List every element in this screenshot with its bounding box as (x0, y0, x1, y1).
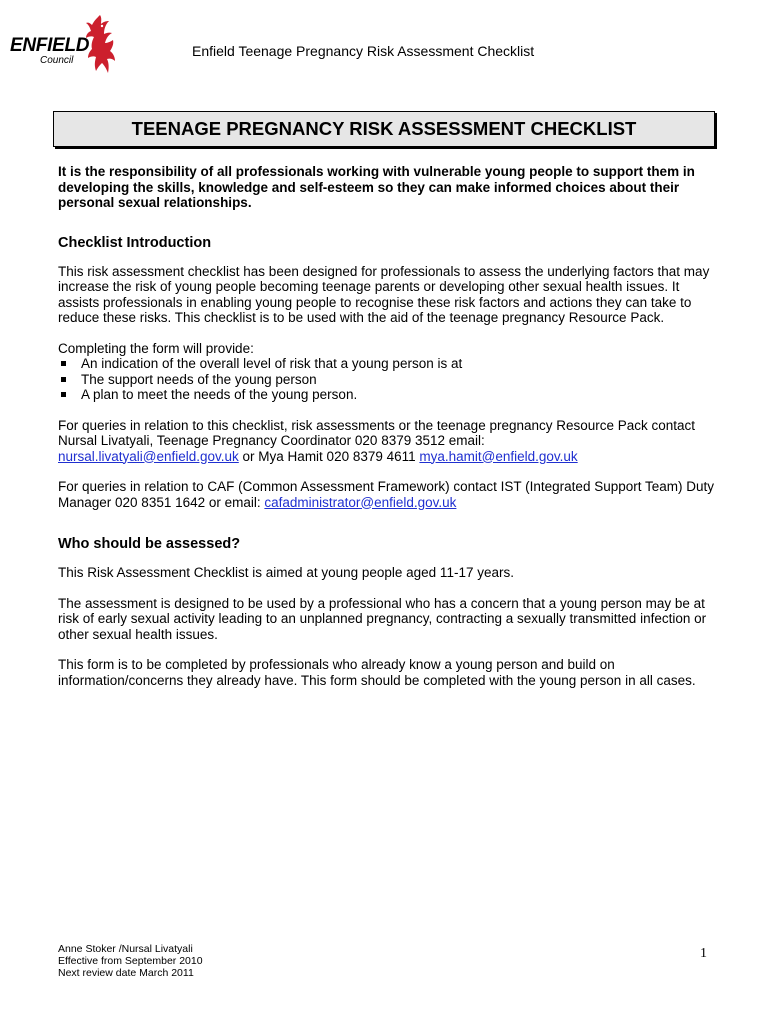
logo-subtitle: Council (40, 55, 74, 66)
document-title: TEENAGE PREGNANCY RISK ASSESSMENT CHECKLIST (131, 118, 637, 139)
dragon-icon (82, 13, 118, 75)
document-body (58, 164, 718, 703)
square-bullet-icon (61, 392, 66, 397)
page-header-title: Enfield Teenage Pregnancy Risk Assessment Checklist (192, 43, 535, 59)
provision-list (58, 356, 718, 403)
assessment-purpose-paragraph: The assessment is designed to be used by a professional who has a concern that a young person may be at risk of early sexual activity leading to an unplanned pregnancy, contracting a sexually transmitted infection or other sexual health issues. (58, 595, 707, 642)
enfield-council-logo (10, 13, 118, 77)
age-range-paragraph: This Risk Assessment Checklist is aimed at young people aged 11-17 years. (58, 565, 514, 580)
footer-review-date: Next review date March 2011 (58, 967, 194, 979)
list-item: An indication of the overall level of risk that a young person is at (58, 356, 718, 372)
intro-statement: It is the responsibility of all professionals working with vulnerable young people to support them in developing the skills, knowledge and self-esteem so they can make informed choices about their personal sexual relationships. (58, 164, 695, 210)
email-link-caf-administrator[interactable]: cafadministrator@enfield.gov.uk (264, 494, 457, 510)
list-intro: Completing the form will provide: (58, 340, 254, 356)
document-footer (58, 943, 203, 979)
email-link-nursal[interactable]: nursal.livatyali@enfield.gov.uk (58, 448, 239, 464)
list-item: The support needs of the young person (58, 372, 718, 388)
section-heading-checklist-introduction: Checklist Introduction (58, 234, 212, 251)
page-number: 1 (700, 946, 707, 961)
queries-paragraph-caf: For queries in relation to CAF (Common Assessment Framework) contact IST (Integrated Support Team) Duty Manager 020 8351 1642 or email: cafadministrator@enfield.gov.uk (58, 479, 715, 510)
footer-effective-date: Effective from September 2010 (58, 955, 203, 967)
square-bullet-icon (61, 377, 66, 382)
section-heading-who-should-be-assessed: Who should be assessed? (58, 536, 241, 552)
queries-paragraph-checklist: For queries in relation to this checklist, risk assessments or the teenage pregnancy Resource Pack contact Nursal Livatyali, Teenage Pregnancy Coordinator 020 8379 3512 email: nursal.livatyali@enfield.gov.uk or Mya Hamit 020 8379 4611 mya.hamit@enfield.gov.uk (58, 417, 696, 464)
footer-authors: Anne Stoker /Nursal Livatyali (58, 943, 193, 955)
completion-guidance-paragraph: This form is to be completed by professionals who already know a young person and build on information/concerns they already have. This form should be completed with the young person in all cases. (58, 657, 696, 688)
logo-name: ENFIELD (10, 35, 90, 56)
email-link-mya[interactable]: mya.hamit@enfield.gov.uk (419, 448, 578, 464)
checklist-intro-paragraph: This risk assessment checklist has been designed for professionals to assess the underlying factors that may increase the risk of young people becoming teenage parents or developing other sexual health issues. It assists professionals in enabling young people to recognise these risk factors and actions they can take to reduce these risks. This checklist is to be used with the aid of the teenage pregnancy Resource Pack. (58, 263, 710, 325)
square-bullet-icon (61, 361, 66, 366)
list-item: A plan to meet the needs of the young person. (58, 387, 718, 403)
document-title-box (53, 111, 715, 147)
